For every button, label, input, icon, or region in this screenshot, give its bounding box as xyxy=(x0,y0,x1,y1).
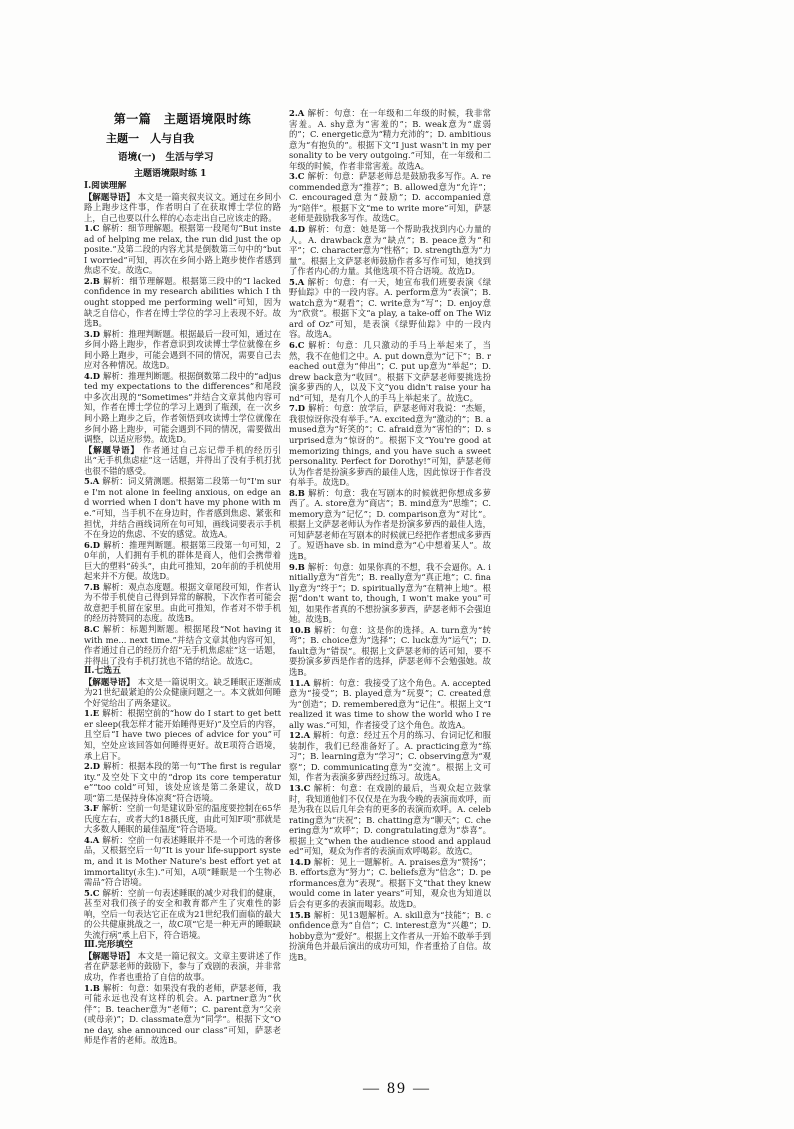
answer-item xyxy=(289,171,491,224)
answer-text: 解析：见上一题解析。A. praises意为“赞扬”；B. efforts意为“努力”；C. beliefs意为“信念”；D. performances意为“表现”。根据下文“that they knew would come in later years”可知，观众也为知道以后会有更多的表演而喝彩。故选D。 xyxy=(289,856,491,910)
section-label: Ⅰ.阅读理解 xyxy=(84,181,127,191)
guide-label: 【解题导语】 xyxy=(84,676,135,687)
left-column xyxy=(84,181,281,1065)
answer-text: 解析：见13题解析。A. skill意为“技能”；B. confidence意为“自信”；C. interest意为“兴趣”；D. hobby意为“爱好”。根据上文作者从一开始不敢举手到扮演角色并最后演出的成功可知，作者重拾了自信。故选B。 xyxy=(289,909,491,962)
answer-text: 解析：推理判断题。根据倒数第二段中的“adjusted my expectations to the differences”和尾段中多次出现的“Sometimes”并结合文章其他内容可知，作者在博士学位的学习上遇到了瓶颈，在一次乡间小路上跑步之后，作者领悟到攻读博士学位就像在乡间小路上跑步，可能会遇到不同的情况，需要做出调整，以适应形势。故选D。 xyxy=(84,370,281,445)
answer-text: 解析：空前一句表述睡眠并不是一个可选的奢侈品，又根据空后一句“It is your life-support system, and it is Mother Nature's best effort yet at immortality(永生).”可知，A项“睡眠是一个生物必需品”符合语境。 xyxy=(84,834,281,888)
answer-number: 6.C xyxy=(289,340,305,351)
answer-item xyxy=(289,910,491,963)
guide-label: 【解题导语】 xyxy=(84,444,140,455)
answer-text: 解析：根据空前的“how do I start to get better sleep(我怎样才能开始睡得更好)”及空后的内容，且空后“I have two pieces of advice for you”可知，空处应该回答如何睡得更好。故E项符合语境，承上启下。 xyxy=(84,708,281,761)
answer-number: 9.B xyxy=(289,561,305,572)
answer-number: 13.C xyxy=(289,783,311,793)
answer-text: 解析：句意：萨瑟老师总是鼓励我多写作。A. recommended意为“推荐”；B. allowed意为“允许”；C. encouraged意为“鼓励”；D. accompanied意为“陪伴”。根据下文“me to write more”可知，萨瑟老师是鼓励我多写作。故选C。 xyxy=(289,171,491,224)
guide-paragraph xyxy=(84,951,281,983)
answer-number: 7.B xyxy=(84,581,100,592)
answer-text: 解析：句意：放学后，萨瑟老师对我说：“杰姬，我很惊讶你没有举手。”A. excited意为“激动的”；B. amused意为“好笑的”；C. afraid意为“害怕的”；D. surprised意为“惊讶的”。根据下文“You're good at memorizing things, and you have such a sweet personality. Perfect for Dorothy!”可知，萨瑟老师认为作者是扮演多萝西的最佳人选，因此惊讶于作者没有举手。故选D。 xyxy=(289,403,491,488)
section-heading xyxy=(84,181,281,192)
answer-text: 解析：细节理解题。根据第一段尾句“But instead of helping me relax, the run did just the opposite.”及第二段的内容尤其是倒数第三句中的“but I worried”可知，再次在乡间小路上跑步使作者感到焦虑不安。故选C。 xyxy=(84,223,281,276)
answer-item xyxy=(289,403,491,487)
answer-item xyxy=(84,761,281,803)
answer-text: 解析：句意：我接受了这个角色。A. accepted意为“接受”；B. played意为“玩耍”；C. created意为“创造”；D. remembered意为“记住”。根据上文“I realized it was time to show the world who I really was.”可知，作者接受了这个角色。故选A。 xyxy=(289,677,491,730)
answer-number: 4.D xyxy=(84,370,101,381)
answer-text: 解析：句意：这是你的选择。A. turn意为“转弯”；B. choice意为“选择”；C. luck意为“运气”；D. fault意为“错误”。根据上文萨瑟老师的话可知，要不要扮演多萝西是作者的选择，萨瑟老师不会勉强她。故选B。 xyxy=(289,624,491,677)
answer-number: 6.D xyxy=(84,539,101,550)
guide-label: 【解题导语】 xyxy=(84,950,135,961)
answer-text: 解析：句意：如果没有我的老师，萨瑟老师，我可能永远也没有这样的机会。A. partner意为“伙伴”；B. teacher意为“老师”；C. parent意为“父亲(或母亲)”；D. classmate意为“同学”。根据下文“One day, she announced our class”可知，萨瑟老师是作者的老师。故选B。 xyxy=(84,982,281,1046)
answer-text: 解析：词义猜测题。根据第二段第一句“I'm sure I'm not alone in feeling anxious, on edge and worried when I don't have my phone with me.”可知，当手机不在身边时，作者感到焦虑、紧张和担忧，并结合画线词所在句可知，画线词要表示手机不在身边的焦虑、不安的感觉。故选A。 xyxy=(84,476,281,540)
answer-number: 5.A xyxy=(289,276,305,287)
answer-text: 解析：空前一句是建议卧室的温度要控制在65华氏度左右，或者大约18摄氏度，由此可知F项“那就是大多数人睡眠的最佳温度”符合语境。 xyxy=(84,803,281,835)
answer-text: 解析：空前一句表述睡眠的减少对我们的健康，甚至对我们孩子的安全和教育都产生了灾难性的影响，空后一句表达它正在成为21世纪我们面临的最大的公共健康挑战之一，故C项“它是一种无声的睡眠缺失流行病”承上启下，符合语境。 xyxy=(84,887,281,940)
answer-number: 10.B xyxy=(289,624,311,635)
answer-item xyxy=(84,888,281,941)
exercise-title: 主题语境限时练 1 xyxy=(134,169,207,179)
section-label: Ⅱ.七选五 xyxy=(84,666,121,677)
answer-number: 2.A xyxy=(289,108,305,118)
answer-item xyxy=(289,224,491,277)
guide-text: 本文是一篇记叙文。文章主要讲述了作者在萨瑟老师的鼓励下，参与了戏剧的表演，并非常成功，作者也重拾了自信的故事。 xyxy=(84,950,281,983)
answer-text: 解析：标题判断题。根据尾段“Not having it with me... next time.”并结合文章其他内容可知，作者通过自己的经历介绍“无手机焦虑症”这一话题，并得出了没有手机打扰也不错的结论。故选C。 xyxy=(84,623,281,666)
answer-item xyxy=(84,624,281,666)
answer-number: 3.F xyxy=(84,803,99,814)
answer-number: 1.E xyxy=(84,708,100,719)
guide-paragraph xyxy=(84,677,281,709)
guide-text: 本文是一篇说明文。缺乏睡眠正逐渐成为21世纪最紧迫的公众健康问题之一。本文就如何睡个好觉给出了两条建议。 xyxy=(84,676,281,708)
answer-text: 解析：句意：在戏剧的最后，当观众起立鼓掌时，我知道他们不仅仅是在为我今晚的表演而欢呼，而是为我在以后几年会有的更多的表演而欢呼。A. celebrating意为“庆祝”；B. chatting意为“聊天”；C. cheering意为“欢呼”；D. congratulating意为“恭喜”。根据上文“when the audience stood and applauded”可知，观众为作者的表演而欢呼喝彩。故选C。 xyxy=(289,783,491,857)
answer-text: 解析：句意：有一天，她宣布我们班要表演《绿野仙踪》中的一段内容。A. perform意为“表演”；B. watch意为“观看”；C. write意为“写”；D. enjoy意为“欣赏”。根据下文“a play, a take-off on The Wizard of Oz”可知，是表演《绿野仙踪》中的一段内容。故选A。 xyxy=(289,276,491,340)
answer-item xyxy=(289,857,491,910)
answer-text: 解析：句意：经过五个月的练习、台词记忆和服装制作，我们已经准备好了。A. practicing意为“练习”；B. learning意为“学习”；C. observing意为“观察”；D. communicating意为“交流”。根据上文可知，作者为表演多萝西经过练习。故选A。 xyxy=(289,730,491,783)
answer-text: 解析：句意：她是第一个帮助我找到内心力量的人。A. drawback意为“缺点”；B. peace意为“和平”；C. character意为“性格”；D. strength意为“力量”。根据上文萨瑟老师鼓励作者多写作可知，她找到了作者内心的力量。其他选项不符合语境。故选D。 xyxy=(289,224,491,277)
answer-text: 解析：细节理解题。根据第三段中的“I lacked confidence in my research abilities which I thought stopped me performing well”可知，因为缺乏自信心，作者在博士学位的学习上表现不好。故选B。 xyxy=(84,275,281,329)
theme-title: 主题一 人与自我 xyxy=(106,132,194,145)
answer-item xyxy=(84,835,281,888)
answer-text: 解析：句意：几只激动的手马上举起来了，当然，我不在他们之中。A. put down意为“记下”；B. reached out意为“伸出”；C. put up意为“举起”；D. drew back意为“收回”。根据下文萨瑟老师要挑选扮演多萝西的人，以及下文“you didn't raise your hand”可知，是有几个人的手马上举起来了。故选C。 xyxy=(289,340,491,403)
answer-text: 解析：句意：我在写剧本的时候就把你想成多萝西了。A. store意为“商店”；B. mind意为“思维”；C. memory意为“记忆”；D. comparison意为“对比”。根据上文萨瑟老师认为作者是扮演多萝西的最佳人选，可知萨瑟老师在写剧本的时候就已经把作者想成多萝西了。短语have sb. in mind意为“心中想着某人”。故选B。 xyxy=(289,487,491,561)
answer-item xyxy=(289,562,491,625)
answer-number: 12.A xyxy=(289,730,311,741)
answer-number: 7.D xyxy=(289,403,306,414)
answer-item xyxy=(84,983,281,1046)
answer-item xyxy=(84,329,281,371)
answer-number: 1.B xyxy=(84,982,100,993)
answer-item xyxy=(84,540,281,582)
answer-text: 解析：句意：如果你真的不想，我不会逼你。A. initially意为“首先”；B. really意为“真正地”；C. finally意为“终于”；D. spiritually意为“在精神上地”。根据“don't want to, though, I won't make you”可知，如果作者真的不想扮演多萝西，萨瑟老师不会强迫她。故选B。 xyxy=(289,561,491,625)
answer-number: 8.C xyxy=(84,623,100,634)
answer-number: 11.A xyxy=(289,677,311,688)
answer-text: 解析：推理判断题。根据最后一段可知，通过在乡间小路上跑步，作者意识到攻读博士学位就像在乡间小路上跑步，可能会遇到不同的情况，需要自己去应对各种情况。故选D。 xyxy=(84,328,281,371)
answer-item xyxy=(84,582,281,624)
answer-number: 2.D xyxy=(84,761,101,772)
answer-item xyxy=(289,488,491,562)
answer-text: 解析：观点态度题。根据文章尾段可知，作者认为不带手机使自己得到异常的解脱，下次作者可能会故意把手机留在家里。由此可推知，作者对不带手机的经历持赞同的态度。故选B。 xyxy=(84,581,281,624)
answer-number: 4.D xyxy=(289,224,306,235)
answer-item xyxy=(84,476,281,539)
answer-item xyxy=(84,276,281,329)
right-column xyxy=(289,108,491,1038)
answer-item xyxy=(84,223,281,276)
guide-paragraph xyxy=(84,445,281,477)
answer-text: 解析：推理判断题。根据第三段第一句可知，20年前，人们拥有手机的群体是商人，他们会携带着巨大的塑料“砖头”，由此可推知，20年前的手机使用起来并不方便。故选D。 xyxy=(84,539,281,582)
answer-text: 解析：句意：在一年级和二年级的时候，我非常害羞。A. shy意为“害羞的”；B. weak意为“虚弱的”；C. energetic意为“精力充沛的”；D. ambitious意为“有抱负的”。根据下文“I just wasn't in my personality to be very outgoing.”可知，在一年级和二年级的时候，作者非常害羞。故选A。 xyxy=(289,108,491,171)
guide-text: 本文是一篇夹叙夹议文。通过在乡间小路上跑步这件事，作者明白了在获取博士学位的路上，自己也要以什么样的心态走出自己应该走的路。 xyxy=(84,191,281,223)
section-heading xyxy=(84,940,281,951)
answer-number: 1.C xyxy=(84,223,100,234)
answer-item xyxy=(84,803,281,835)
answer-item xyxy=(289,625,491,678)
answer-number: 15.B xyxy=(289,909,311,920)
answer-item xyxy=(289,678,491,731)
answer-number: 3.C xyxy=(289,171,305,182)
answer-item xyxy=(289,783,491,857)
answer-number: 2.B xyxy=(84,275,100,286)
answer-number: 8.B xyxy=(289,487,305,498)
guide-text: 作者通过自己忘记带手机的经历引出“无手机焦虑症”这一话题，并得出了没有手机打扰也很不错的感受。 xyxy=(84,444,281,476)
answer-item xyxy=(84,708,281,761)
section-heading xyxy=(84,666,281,677)
page-number: — 89 — xyxy=(363,1080,431,1097)
answer-number: 14.D xyxy=(289,856,311,867)
answer-item xyxy=(289,277,491,340)
context-title: 语境(一) 生活与学习 xyxy=(118,152,214,163)
part-title: 第一篇 主题语境限时练 xyxy=(113,112,252,126)
answer-item xyxy=(289,730,491,783)
answer-number: 3.D xyxy=(84,328,101,339)
answer-number: 5.A xyxy=(84,476,100,487)
answer-number: 5.C xyxy=(84,887,100,898)
answer-number: 4.A xyxy=(84,834,100,845)
answer-item xyxy=(84,371,281,445)
answer-text: 解析：根据本段的第一句“The first is regularity.”及空处下文中的“drop its core temperature”“too cold”可知，该处应该是第二条建议，故D项“第二是保持身体凉爽”符合语境。 xyxy=(84,761,281,803)
guide-label: 【解题导语】 xyxy=(84,191,135,202)
answer-item xyxy=(289,108,491,171)
guide-paragraph xyxy=(84,192,281,224)
answer-item xyxy=(289,340,491,403)
section-label: Ⅲ.完形填空 xyxy=(84,940,133,951)
